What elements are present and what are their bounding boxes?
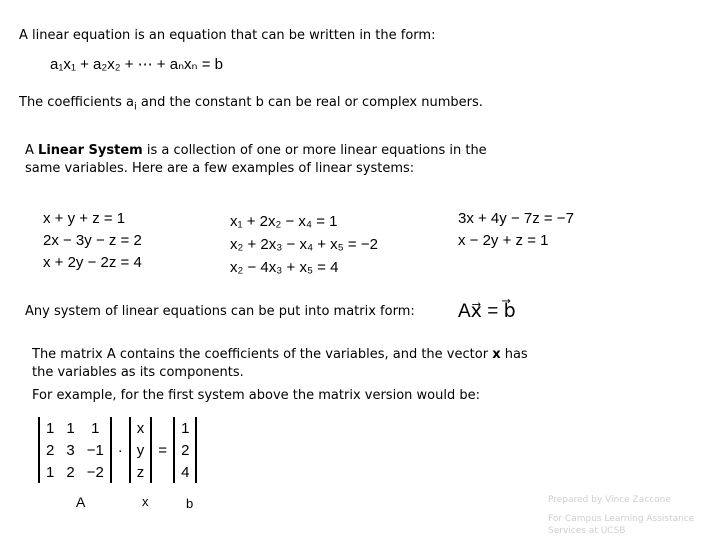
credit-organization — [548, 513, 694, 537]
equation: x + y + z = 1 — [43, 210, 126, 227]
matrix-cell: 1 — [46, 463, 55, 481]
equation: x + 2y − 2z = 4 — [43, 254, 142, 271]
example-system-2 — [230, 210, 378, 279]
equation: 3x + 4y − 7z = −7 — [458, 210, 574, 227]
equation: x₂ − 4x₃ + x₅ = 4 — [230, 259, 339, 276]
dot-operator: · — [117, 441, 123, 459]
vector-cell: x — [136, 419, 145, 437]
matrix-cell: 2 — [66, 463, 75, 481]
matrix-cell: 1 — [46, 419, 55, 437]
coefficient-matrix — [38, 417, 112, 483]
vector-label-b: b — [186, 496, 194, 511]
example-system-1 — [43, 208, 142, 274]
vector-cell: 4 — [181, 463, 190, 481]
example-system-3 — [458, 208, 574, 252]
example-text: For example, for the first system above the matrix version would be: — [32, 388, 480, 403]
equals-sign: = — [158, 441, 168, 459]
vector-label-x: x — [142, 494, 149, 509]
variable-vector — [129, 417, 153, 483]
equation: 2x − 3y − z = 2 — [43, 232, 142, 249]
coefficients-text: The coefficients $a_i$ and the constant b can be real or complex numbers. — [19, 95, 483, 113]
vector-cell: y — [136, 441, 145, 459]
matrix-explanation — [32, 346, 528, 382]
matrix-cell: 1 — [66, 419, 75, 437]
matrix-explanation-line2: the variables as its components. — [32, 365, 244, 380]
form-equation: a₁x₁ + a₂x₂ + ⋯ + aₙxₙ = b — [50, 56, 223, 73]
matrix-cell: −1 — [86, 441, 104, 459]
equation: x₁ + 2x₂ − x₄ = 1 — [230, 213, 338, 230]
credit-author: Prepared by Vince Zaccone — [548, 495, 671, 505]
matrix-form-equation: Ax⃗ = b⃗ — [458, 301, 516, 322]
matrix-cell: 3 — [66, 441, 75, 459]
constant-vector — [173, 417, 197, 483]
linear-system-line1: A Linear System is a collection of one or more linear equations in the — [25, 143, 487, 158]
vector-cell: z — [136, 463, 145, 481]
matrix-label-a: A — [76, 494, 86, 510]
matrix-cell: 2 — [46, 441, 55, 459]
linear-system-line2: same variables. Here are a few examples of linear systems: — [25, 161, 415, 176]
matrix-cell: 1 — [91, 419, 100, 437]
linear-system-paragraph — [25, 142, 487, 178]
matrix-equation — [38, 417, 197, 483]
equation: x₂ + 2x₃ − x₄ + x₅ = −2 — [230, 236, 378, 253]
matrix-explanation-line1: The matrix A contains the coefficients of the variables, and the vector x has — [32, 347, 528, 362]
credit-line: For Campus Learning Assistance — [548, 514, 695, 524]
vector-cell: 2 — [181, 441, 190, 459]
matrix-form-text: Any system of linear equations can be put into matrix form: — [25, 304, 415, 319]
equation: x − 2y + z = 1 — [458, 232, 549, 249]
vector-cell: 1 — [181, 419, 190, 437]
matrix-cell: −2 — [86, 463, 104, 481]
intro-text: A linear equation is an equation that can be written in the form: — [19, 28, 436, 43]
credit-line: Services at UCSB — [548, 526, 626, 536]
